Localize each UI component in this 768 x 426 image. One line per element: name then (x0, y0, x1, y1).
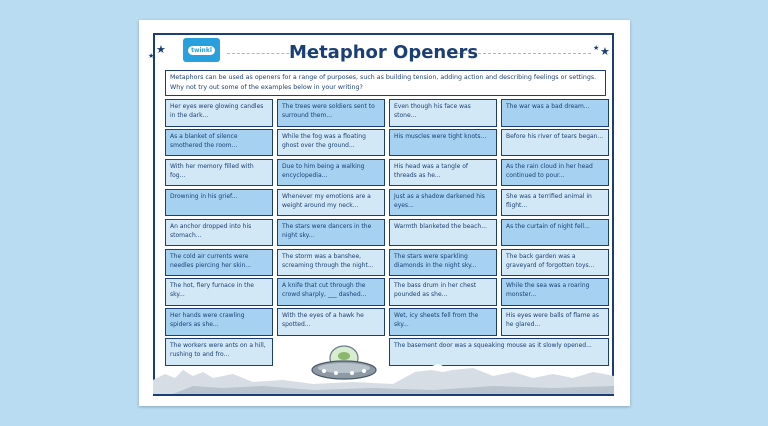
metaphor-cell: She was a terrified animal in flight... (501, 189, 609, 217)
metaphor-cell: A knife that cut through the crowd sharply, ___ dashed... (277, 278, 385, 306)
metaphor-cell: With her memory filled with fog... (165, 159, 273, 187)
metaphor-cell: While the fog was a floating ghost over the ground... (277, 129, 385, 157)
metaphor-cell: The storm was a banshee, screaming through the night... (277, 249, 385, 277)
logo-text: twinkl (188, 46, 215, 55)
metaphor-cell: His muscles were tight knots... (389, 129, 497, 157)
metaphor-cell: Just as a shadow darkened his eyes... (389, 189, 497, 217)
star-icon: ★ (156, 43, 166, 56)
metaphor-cell: Her hands were crawling spiders as she... (165, 308, 273, 336)
metaphor-cell: The cold air currents were needles piercing her skin... (165, 249, 273, 277)
metaphor-cell: Whenever my emotions are a weight around my neck... (277, 189, 385, 217)
worksheet (139, 20, 630, 406)
metaphor-cell: The trees were soldiers sent to surround them... (277, 99, 385, 127)
metaphor-cell: The back garden was a graveyard of forgotten toys... (501, 249, 609, 277)
mountain-illustration (153, 358, 614, 394)
metaphor-cell: The war was a bad dream... (501, 99, 609, 127)
metaphor-cell: His head was a tangle of threads as he... (389, 159, 497, 187)
metaphor-cell: With the eyes of a hawk he spotted... (277, 308, 385, 336)
metaphor-cell: As the curtain of night fell... (501, 219, 609, 247)
star-icon: ★ (600, 45, 610, 58)
metaphor-cell: Before his river of tears began... (501, 129, 609, 157)
star-icon: ★ (148, 52, 155, 60)
metaphor-grid (165, 99, 606, 370)
metaphor-cell: The hot, fiery furnace in the sky... (165, 278, 273, 306)
metaphor-cell: Due to him being a walking encyclopedia... (277, 159, 385, 187)
page-title: Metaphor Openers (288, 42, 479, 63)
metaphor-cell: While the sea was a roaring monster... (501, 278, 609, 306)
metaphor-cell: The stars were sparkling diamonds in the night sky... (389, 249, 497, 277)
ufo-illustration (310, 342, 378, 386)
metaphor-cell: As the rain cloud in her head continued to pour... (501, 159, 609, 187)
intro-text: Metaphors can be used as openers for a range of purposes, such as building tension, adding action and describing feelings or settings. Why not try out some of the examples below in your writing? (165, 70, 606, 96)
metaphor-cell: The basement door was a squeaking mouse as it slowly opened... (389, 338, 609, 366)
metaphor-cell: The workers were ants on a hill, rushing to and fro... (165, 338, 273, 366)
metaphor-cell: The stars were dancers in the night sky... (277, 219, 385, 247)
star-icon: ★ (593, 44, 600, 52)
metaphor-cell: Her eyes were glowing candles in the dark... (165, 99, 273, 127)
metaphor-cell: Even though his face was stone... (389, 99, 497, 127)
metaphor-cell: As a blanket of silence smothered the room... (165, 129, 273, 157)
metaphor-cell: An anchor dropped into his stomach... (165, 219, 273, 247)
metaphor-cell: Wet, icy sheets fell from the sky... (389, 308, 497, 336)
metaphor-cell: The bass drum in her chest pounded as she... (389, 278, 497, 306)
metaphor-cell: Warmth blanketed the beach... (389, 219, 497, 247)
metaphor-cell: Drowning in his grief... (165, 189, 273, 217)
metaphor-cell: His eyes were balls of flame as he glared... (501, 308, 609, 336)
